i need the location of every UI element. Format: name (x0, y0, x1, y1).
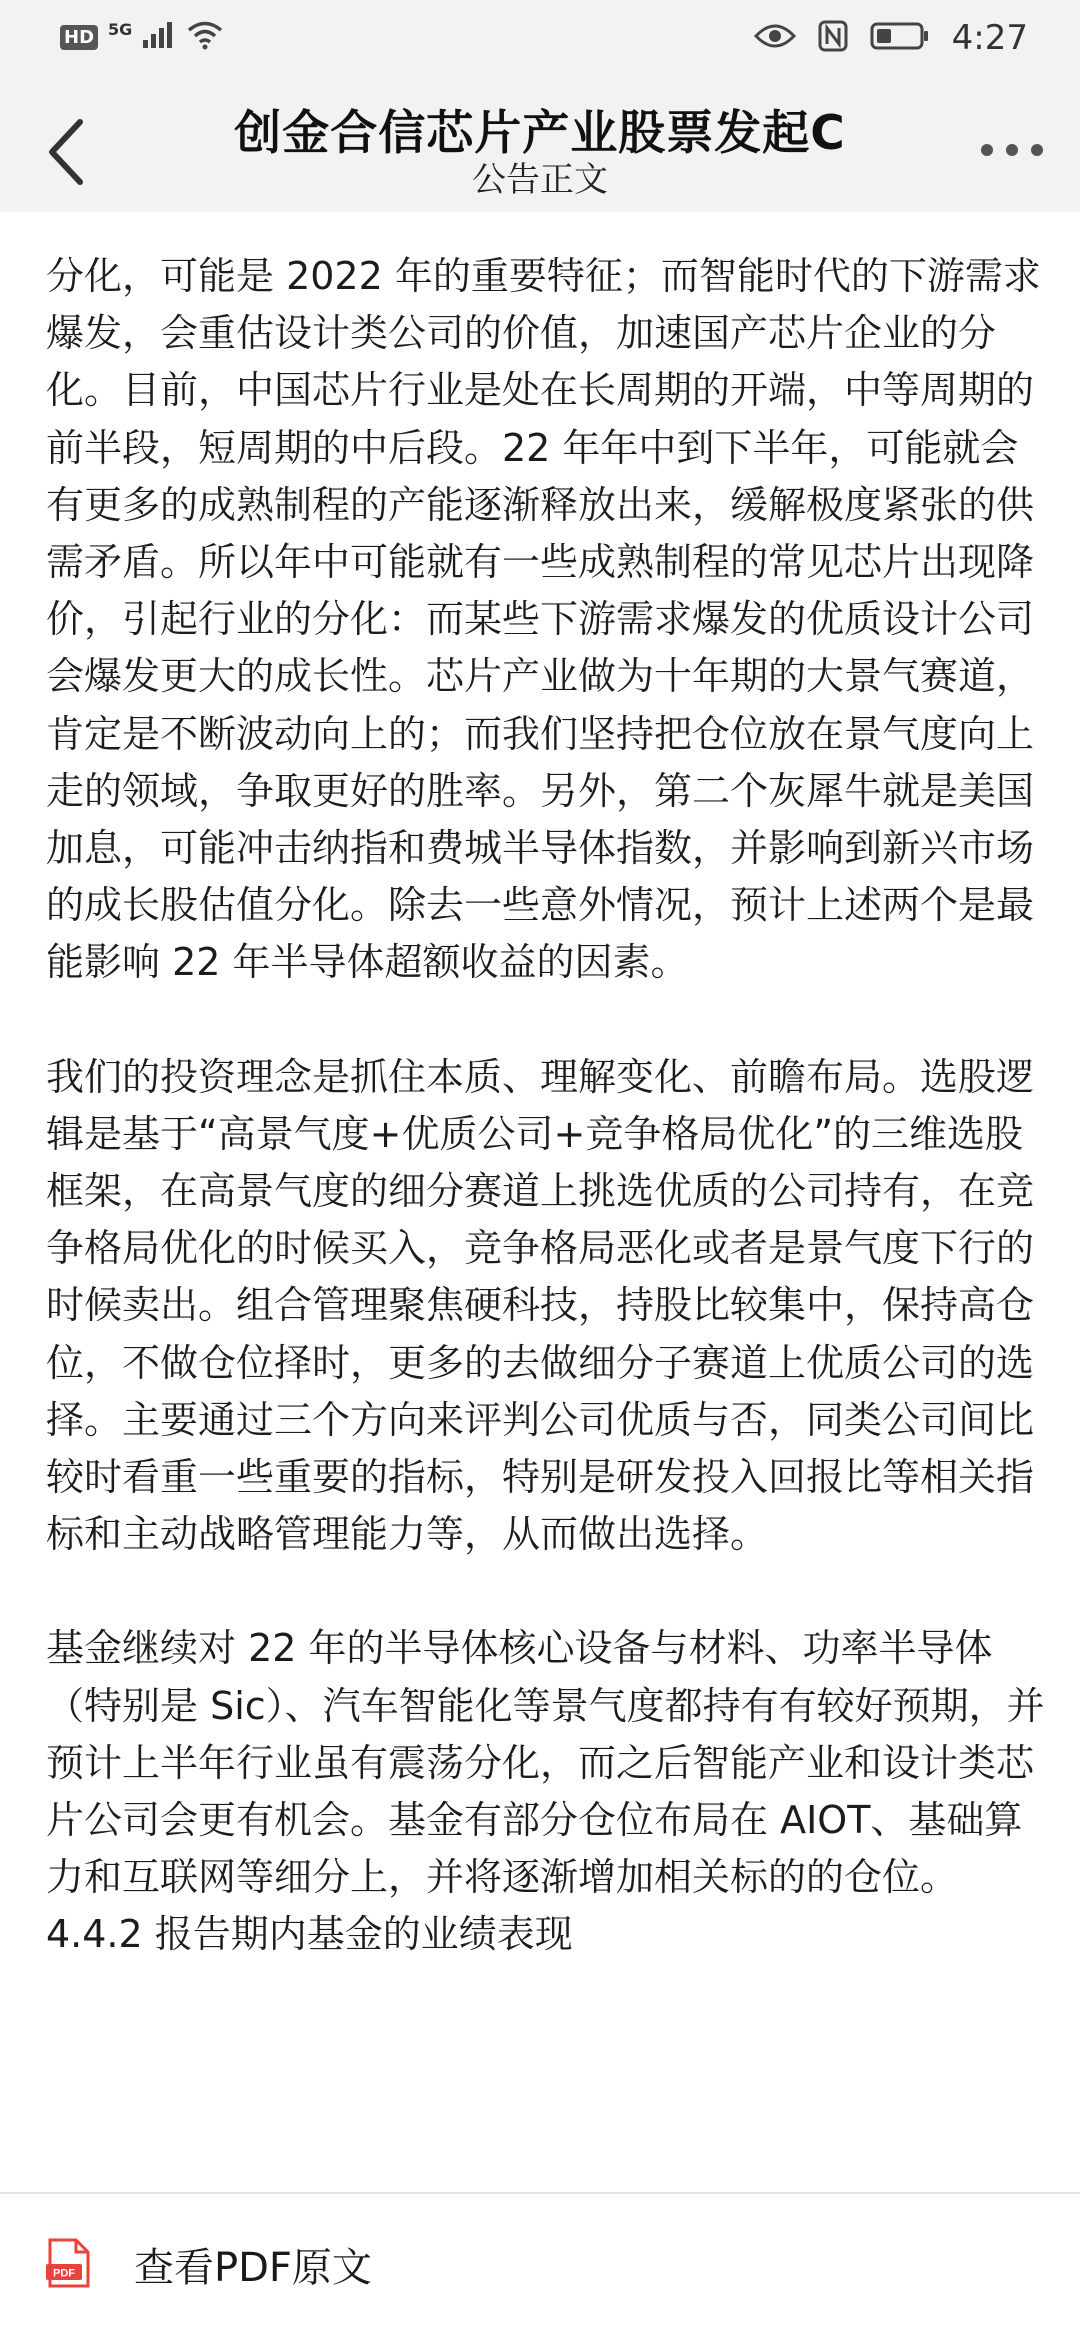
article-paragraph: 分化，可能是 2022 年的重要特征；而智能时代的下游需求爆发，会重估设计类公司的价值，加速国产芯片企业的分化。目前，中国芯片行业是处在长周期的开端，中等周期的前半段，短周期的中后段。22 年年中到下半年，可能就会有更多的成熟制程的产能逐渐释放出来，缓解极度紧张的供需矛盾。所以年中可能就有一些成熟制程的常见芯片出现降价，引起行业的分化：而某些下游需求爆发的优质设计公司会爆发更大的成长性。芯片产业做为十年期的大景气赛道，肯定是不断波动向上的；而我们坚持把仓位放在景气度向上走的领域，争取更好的胜率。另外，第二个灰犀牛就是美国加息，可能冲击纳指和费城半导体指数，并影响到新兴市场的成长股估值分化。除去一些意外情况，预计上述两个是最能影响 22 年半导体超额收益的因素。 (46, 254, 1041, 985)
pdf-icon-text: PDF (53, 2267, 75, 2279)
nfc-icon (818, 20, 848, 56)
footer-divider (0, 2192, 1080, 2194)
signal-icon (142, 20, 176, 54)
section-heading: 4.4.2 报告期内基金的业绩表现 (46, 1912, 573, 1957)
page-title: 创金合信芯片产业股票发起C (234, 106, 846, 161)
eye-icon (754, 22, 796, 54)
article-paragraph: 我们的投资理念是抓住本质、理解变化、前瞻布局。选股逻辑是基于“高景气度+优质公司+竞争格局优化”的三维选股框架，在高景气度的细分赛道上挑选优质的公司持有，在竞争格局优化的时候买入，竞争格局恶化或者是景气度下行的时候卖出。组合管理聚焦硬科技，持股比较集中，保持高仓位，不做仓位择时，更多的去做细分子赛道上优质公司的选择。主要通过三个方向来评判公司优质与否，同类公司间比较时看重一些重要的指标，特别是研发投入回报比等相关指标和主动战略管理能力等，从而做出选择。 (46, 1054, 1035, 1557)
pdf-file-icon (46, 2238, 90, 2292)
wifi-icon (186, 20, 224, 54)
hd-badge: HD (60, 25, 98, 50)
view-pdf-label: 查看PDF原文 (134, 2245, 372, 2291)
status-left (60, 20, 224, 54)
article-body (46, 248, 1046, 1964)
app-header (0, 80, 1080, 212)
status-right (754, 18, 1028, 58)
battery-icon (870, 21, 930, 55)
status-time: 4:27 (951, 18, 1028, 58)
view-pdf-button[interactable] (46, 2236, 372, 2293)
5g-badge: 5G (108, 20, 133, 39)
status-bar (0, 0, 1080, 80)
page-subtitle: 公告正文 (472, 160, 608, 200)
article-paragraph: 基金继续对 22 年的半导体核心设备与材料、功率半导体（特别是 Sic）、汽车智能化等景气度都持有有较好预期，并预计上半年行业虽有震荡分化，而之后智能产业和设计类芯片公司会更有机会。基金有部分仓位布局在 AIOT、基础算力和互联网等细分上，并将逐渐增加相关标的的仓位。 (46, 1626, 1045, 1900)
more-button[interactable] (972, 130, 1052, 170)
more-dots-icon (972, 130, 1052, 170)
